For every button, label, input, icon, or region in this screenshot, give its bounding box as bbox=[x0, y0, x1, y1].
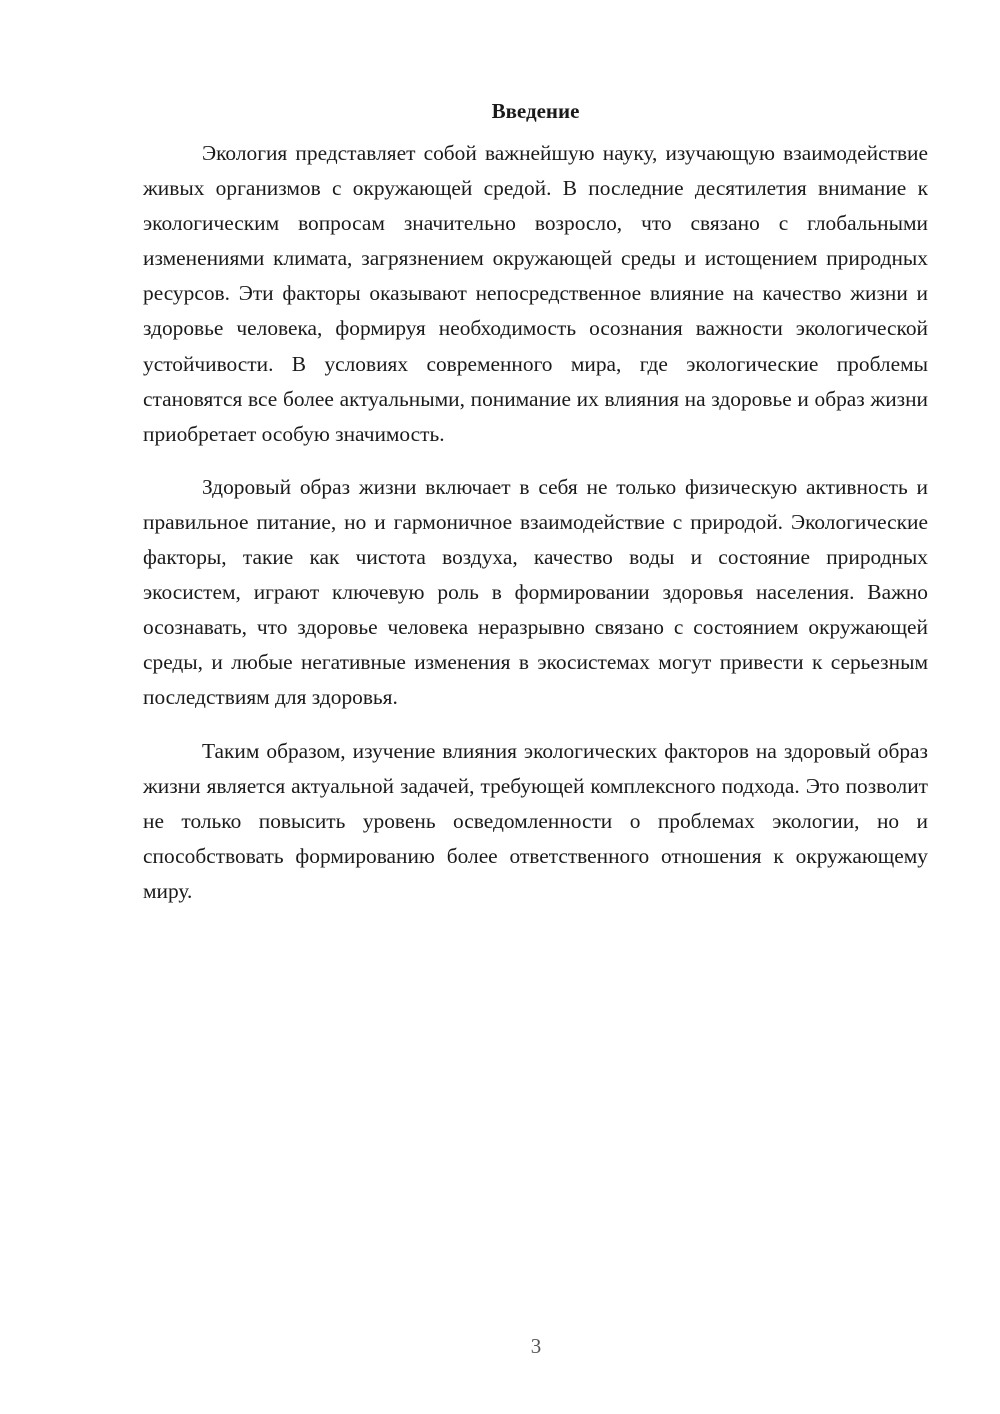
page-content bbox=[143, 96, 928, 909]
paragraph-conclusion: Таким образом, изучение влияния экологических факторов на здоровый образ жизни является актуальной задачей, требующей комплексного подхода. Это позволит не только повысить уровень осведомленности о проблемах экологии, но и способствовать формированию более ответственного отношения к окружающему миру. bbox=[143, 738, 928, 903]
paragraph-healthy-lifestyle: Здоровый образ жизни включает в себя не только физическую активность и правильное питание, но и гармоничное взаимодействие с природой. Экологические факторы, такие как чистота воздуха, качество воды и состояние природных экосистем, играют ключевую роль в формировании здоровья населения. Важно осознавать, что здоровье человека неразрывно связано с состоянием окружающей среды, и любые негативные изменения в экосистемах могут привести к серьезным последствиям для здоровья. bbox=[143, 474, 928, 710]
section-title: Введение bbox=[491, 99, 580, 123]
page-number: 3 bbox=[530, 1334, 542, 1358]
paragraph-intro: Экология представляет собой важнейшую науку, изучающую взаимодействие живых организмов с окружающей средой. В последние десятилетия внимание к экологическим вопросам значительно возросло, что связано с глобальными изменениями климата, загрязнением окружающей среды и истощением природных ресурсов. Эти факторы оказывают непосредственное влияние на качество жизни и здоровье человека, формируя необходимость осознания важности экологической устойчивости. В условиях современного мира, где экологические проблемы становятся все более актуальными, понимание их влияния на здоровье и образ жизни приобретает особую значимость. bbox=[143, 141, 928, 446]
